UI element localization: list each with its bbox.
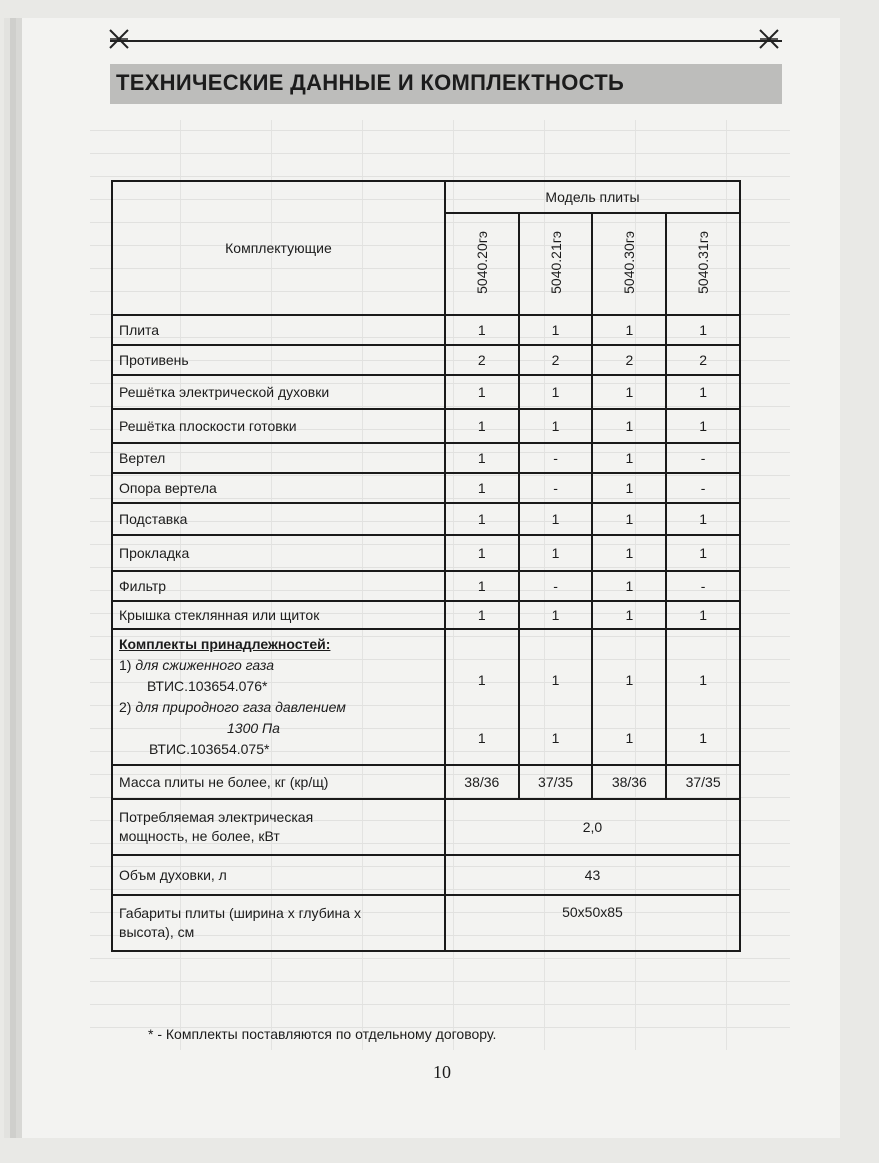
dimensions-row: Габариты плиты (ширина х глубина х высота), см 50х50х85 bbox=[112, 895, 740, 951]
model-header: 5040.20гэ bbox=[445, 213, 519, 315]
footnote: * - Комплекты поставляются по отдельному договору. bbox=[148, 1026, 497, 1042]
table-row: Противень 2 2 2 2 bbox=[112, 345, 740, 375]
table-row: Подставка 1 1 1 1 bbox=[112, 503, 740, 535]
table-header-row bbox=[112, 181, 740, 213]
page-title: ТЕХНИЧЕСКИЕ ДАННЫЕ И КОМПЛЕКТНОСТЬ bbox=[116, 70, 625, 95]
table-row: Решётка электрической духовки 1 1 1 1 bbox=[112, 375, 740, 409]
mass-row: Масса плиты не более, кг (кр/щ) 38/36 37/35 38/36 37/35 bbox=[112, 765, 740, 799]
table-row: Прокладка 1 1 1 1 bbox=[112, 535, 740, 571]
table-row: Фильтр 1 - 1 - bbox=[112, 571, 740, 601]
volume-row: Объм духовки, л 43 bbox=[112, 855, 740, 895]
power-row: Потребляемая электрическая мощность, не более, кВт 2,0 bbox=[112, 799, 740, 855]
accessory-sets-cell: Комплекты принадлежностей: 1) для сжиженного газа ВТИС.103654.076* 2) для природного газа давлением 1300 Па ВТИС.103654.075* bbox=[112, 629, 445, 765]
page-number: 10 bbox=[433, 1062, 451, 1082]
table-row: Плита 1 1 1 1 bbox=[112, 315, 740, 345]
components-header: Комплектующие bbox=[112, 181, 445, 315]
sets-title: Комплекты принадлежностей: bbox=[119, 636, 331, 652]
table-row: Крышка стеклянная или щиток 1 1 1 1 bbox=[112, 601, 740, 629]
models-header: Модель плиты bbox=[445, 181, 740, 213]
table-row: Вертел 1 - 1 - bbox=[112, 443, 740, 473]
set-code: ВТИС.103654.075* bbox=[149, 741, 270, 757]
table-row: Решётка плоскости готовки 1 1 1 1 bbox=[112, 409, 740, 443]
corner-cross-icon bbox=[108, 28, 130, 50]
corner-cross-icon bbox=[758, 28, 780, 50]
model-header: 5040.21гэ bbox=[519, 213, 593, 315]
header-rule bbox=[110, 40, 782, 42]
model-header: 5040.30гэ bbox=[592, 213, 666, 315]
set-code: ВТИС.103654.076* bbox=[147, 678, 268, 694]
model-header: 5040.31гэ bbox=[666, 213, 740, 315]
accessory-sets-row: Комплекты принадлежностей: 1) для сжиженного газа ВТИС.103654.076* 2) для природного газа давлением 1300 Па ВТИС.103654.075* 1 1 1 1 1 1 1 1 bbox=[112, 629, 740, 765]
table-row: Опора вертела 1 - 1 - bbox=[112, 473, 740, 503]
spec-table bbox=[111, 180, 741, 952]
